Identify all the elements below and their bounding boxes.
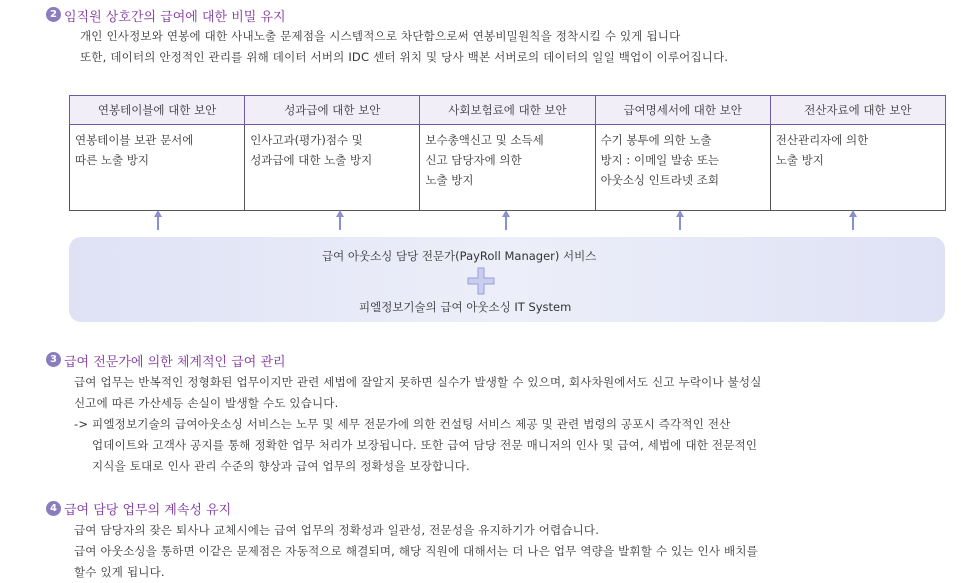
up-arrow-icon — [335, 208, 345, 232]
paragraph-line: -> 피엘정보기술의 급여아웃소싱 서비스는 노무 및 세무 전문가에 의한 컨설팅 서비스 제공 및 관련 법령의 공포시 즉각적인 전산 — [74, 417, 731, 431]
paragraph-line: 할수 있게 됩니다. — [74, 565, 165, 579]
table-header-row — [70, 96, 946, 125]
service-line: 피엘정보기술의 급여 아웃소싱 IT System — [359, 300, 572, 314]
paragraph-line: 신고에 따른 가산세등 손실이 발생할 수도 있습니다. — [74, 396, 339, 410]
plus-icon — [466, 266, 496, 296]
table-header-cell: 전산자료에 대한 보안 — [770, 96, 945, 125]
table-cell: 보수총액신고 및 소득세 신고 담당자에 의한 노출 방지 — [420, 125, 595, 211]
table-cell: 전산관리자에 의한 노출 방지 — [770, 125, 945, 211]
table-header-cell: 급여명세서에 대한 보안 — [595, 96, 770, 125]
paragraph-line: 지식을 토대로 인사 관리 수준의 향상과 급여 업무의 정확성을 보장합니다. — [92, 459, 470, 473]
section-title: 급여 전문가에 의한 체계적인 급여 관리 — [64, 355, 286, 370]
section-number-badge: 2 — [46, 7, 61, 22]
table-header-cell: 연봉테이블에 대한 보안 — [70, 96, 245, 125]
security-table — [69, 95, 946, 211]
paragraph-line: 개인 인사정보와 연봉에 대한 사내노출 문제점을 시스템적으로 차단함으로써 연봉비밀원칙을 정착시킬 수 있게 됩니다 — [80, 29, 681, 43]
paragraph-line: 또한, 데이터의 안정적인 관리를 위해 데이터 서버의 IDC 센터 위치 및 당사 백본 서버로의 데이터의 일일 백업이 이루어집니다. — [80, 50, 729, 64]
table-header-cell: 성과급에 대한 보안 — [245, 96, 420, 125]
section-number-badge: 3 — [46, 352, 61, 367]
paragraph-line: 업데이트와 고객사 공지를 통해 정확한 업무 처리가 보장됩니다. 또한 급여 담당 전문 매니저의 인사 및 급여, 세법에 대한 전문적인 — [92, 438, 758, 452]
section-title: 임직원 상호간의 급여에 대한 비밀 유지 — [64, 10, 286, 25]
paragraph-line: 급여 업무는 반복적인 정형화된 업무이지만 관련 세법에 잘알지 못하면 실수가 발생할 수 있으며, 회사차원에서도 신고 누락이나 불성실 — [74, 375, 762, 389]
table-cell: 수기 봉투에 의한 노출 방지 : 이메일 발송 또는 아웃소싱 인트라넷 조회 — [595, 125, 770, 211]
table-row — [70, 125, 946, 211]
section-number-badge: 4 — [46, 501, 61, 516]
paragraph-line: 급여 아웃소싱을 통하면 이같은 문제점은 자동적으로 해결되며, 해당 직원에 대해서는 더 나은 업무 역량을 발휘할 수 있는 인사 배치를 — [74, 544, 758, 558]
up-arrow-icon — [153, 208, 163, 232]
table-header-cell: 사회보험료에 대한 보안 — [420, 96, 595, 125]
section-title: 급여 담당 업무의 계속성 유지 — [64, 503, 232, 518]
service-line: 급여 아웃소싱 담당 전문가(PayRoll Manager) 서비스 — [322, 249, 597, 263]
up-arrow-icon — [675, 208, 685, 232]
up-arrow-icon — [501, 208, 511, 232]
paragraph-line: 급여 담당자의 잦은 퇴사나 교체시에는 급여 업무의 정확성과 일관성, 전문성을 유지하기가 어렵습니다. — [74, 523, 600, 537]
up-arrow-icon — [848, 208, 858, 232]
table-cell: 인사고과(평가)점수 및 성과급에 대한 노출 방지 — [245, 125, 420, 211]
table-cell: 연봉테이블 보관 문서에 따른 노출 방지 — [70, 125, 245, 211]
